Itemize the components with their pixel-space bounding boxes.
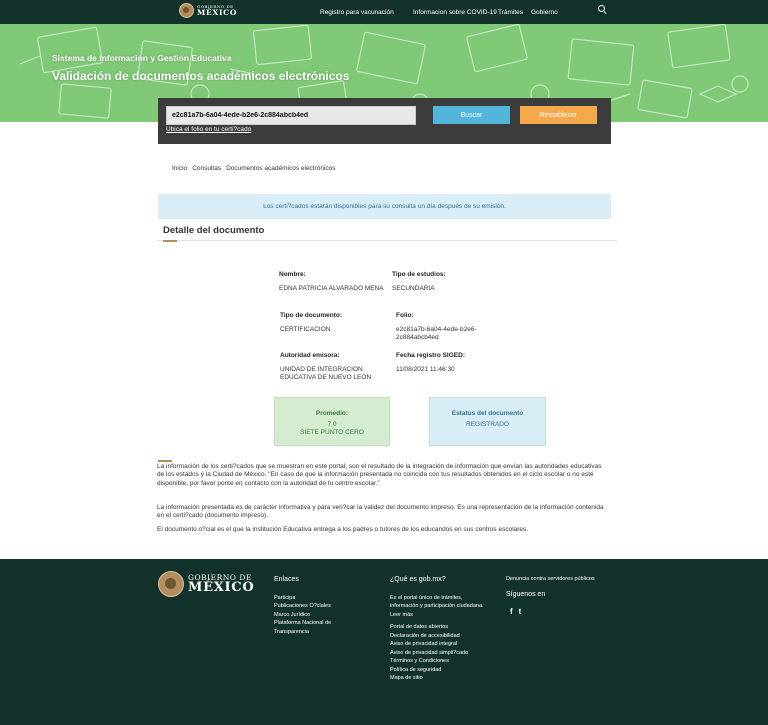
footer-logo-text-small: GOBIERNO DE bbox=[188, 572, 252, 582]
footer-link-datos-abiertos[interactable]: Portal de datos abiertos bbox=[390, 624, 449, 631]
autoridad-label: Autoridad emisora: bbox=[280, 352, 340, 359]
banner-title: Validación de documentos académicos electrónicos bbox=[52, 69, 350, 83]
footer-gobmx-title: ¿Qué es gob.mx? bbox=[390, 576, 446, 583]
breadcrumb bbox=[172, 165, 336, 172]
nombre-value: EDNA PATRICIA ALVARADO MENA bbox=[279, 285, 384, 292]
footer-gobierno-logo[interactable] bbox=[158, 571, 254, 597]
footer-link-transparencia[interactable]: Plataforma Nacional de Transparencia bbox=[274, 620, 332, 635]
info-accent-bar bbox=[158, 460, 172, 462]
estatus-box bbox=[429, 397, 546, 446]
section-accent-bar bbox=[163, 240, 177, 242]
info-paragraph-2: La información presentada es de carácter informativa y para veri?car la validez del documento impreso. Es una representación de la información contenida en el certi?cado (documento impreso). bbox=[157, 504, 604, 520]
gobierno-logo[interactable] bbox=[179, 3, 237, 18]
footer-link-denuncia[interactable]: Denuncia contra servidores públicos bbox=[506, 576, 595, 582]
logo-text-small: GOBIERNO DE bbox=[197, 3, 234, 9]
info-paragraph-3: El documento o?cial es el que la institución Educativa entrega a los padres o tutores de los educandos en sus centros escolares. bbox=[157, 526, 529, 533]
nombre-label: Nombre: bbox=[279, 271, 306, 278]
nav-link-covid[interactable]: Informacion sobre COVID-19 bbox=[413, 8, 497, 16]
folio-input[interactable] bbox=[166, 106, 416, 125]
info-paragraph-1: La información de los certi?cados que se muestran en este portal, son el resultado de la integración de información que envían las autoridades educativas de los estados y la Ciudad de México. "En caso de que la información presentada no coincida con tus resultados obtenidos en el ciclo escolar o no esté disponible, por favor ponte en contacto con la autoridad de tu centro escolar." bbox=[157, 463, 602, 487]
tipo-estudios-label: Tipo de estudios: bbox=[392, 271, 446, 278]
footer-national-seal-icon bbox=[158, 571, 184, 597]
promedio-text: SIETE PUNTO CERO bbox=[300, 429, 364, 437]
fecha-registro-label: Fecha registro SIGED: bbox=[396, 352, 465, 359]
logo-text-big: MÉXICO bbox=[197, 7, 238, 17]
folio-label: Folio: bbox=[396, 312, 414, 319]
footer-link-privacidad-integral[interactable]: Aviso de privacidad integral bbox=[390, 641, 458, 648]
footer-link-privacidad-simplificado[interactable]: Aviso de privacidad simpli?cado bbox=[390, 649, 469, 656]
nav-link-tramites[interactable]: Trámites bbox=[498, 8, 524, 16]
footer-link-publicaciones[interactable]: Publicaciones O?ciales bbox=[274, 603, 331, 610]
restablecer-button[interactable]: Restablecer bbox=[520, 106, 597, 124]
promedio-label: Promedio: bbox=[315, 410, 349, 417]
footer-logo-text-big: MÉXICO bbox=[188, 580, 255, 596]
footer-enlaces-title: Enlaces bbox=[274, 576, 299, 583]
footer-link-mapa[interactable]: Mapa de sitio bbox=[390, 675, 423, 682]
footer-social bbox=[506, 575, 616, 619]
footer-link-participa[interactable]: Participa bbox=[274, 594, 296, 601]
fecha-registro-value: 11/08/2021 11:46:30 bbox=[396, 366, 455, 373]
autoridad-value: UNIDAD DE INTEGRACION EDUCATIVA DE NUEVO LEÓN bbox=[280, 366, 372, 382]
twitter-icon[interactable]: t bbox=[518, 607, 522, 617]
tipo-documento-label: Tipo de documento: bbox=[280, 312, 342, 319]
banner-subtitle: Sistema de Información y Gestión Educativa bbox=[52, 53, 232, 63]
alert-text: Los certi?cados estarán disponibles para su consulta un día después de su emisión. bbox=[263, 203, 506, 210]
search-icon[interactable] bbox=[598, 5, 607, 14]
folio-value: e2c81a7b-6a04-4ede-b2e6-2c884abcb4ed bbox=[396, 326, 477, 342]
section-divider bbox=[158, 240, 617, 241]
footer-enlaces bbox=[274, 575, 359, 636]
footer-link-seguridad[interactable]: Política de seguridad bbox=[390, 666, 442, 673]
top-navbar bbox=[0, 0, 768, 24]
footer bbox=[0, 559, 768, 725]
promedio-box bbox=[274, 397, 390, 446]
ubica-folio-link[interactable]: Ubica el folio en tu certi?cado bbox=[166, 126, 252, 133]
breadcrumb-consultas[interactable]: Consultas bbox=[192, 165, 222, 172]
buscar-button[interactable]: Buscar bbox=[433, 106, 510, 124]
info-alert bbox=[158, 194, 611, 219]
footer-gobmx bbox=[390, 575, 490, 683]
nav-link-vacunacion[interactable]: Registro para vacunación bbox=[320, 8, 394, 16]
estatus-value: REGISTRADO bbox=[466, 421, 509, 428]
breadcrumb-documentos: Documentos académicos electrónicos bbox=[226, 165, 336, 172]
section-title: Detalle del documento bbox=[163, 225, 265, 236]
estatus-label: Estatus del documento bbox=[451, 410, 524, 417]
footer-link-marco-juridico[interactable]: Marco Jurídico bbox=[274, 611, 311, 618]
folio-search-panel bbox=[158, 98, 611, 144]
tipo-estudios-value: SECUNDARIA bbox=[392, 285, 435, 292]
footer-gobmx-desc: Es el portal único de trámites, información y participación ciudadana. Leer más bbox=[390, 594, 484, 618]
tipo-documento-value: CERTIFICACION bbox=[280, 326, 331, 333]
breadcrumb-inicio[interactable]: Inicio bbox=[172, 165, 188, 172]
facebook-icon[interactable]: f bbox=[510, 607, 513, 617]
footer-link-accesibilidad[interactable]: Declaración de accesibilidad bbox=[390, 632, 460, 639]
footer-link-terminos[interactable]: Términos y Condiciones bbox=[390, 658, 449, 665]
promedio-value: 7.0 bbox=[327, 421, 337, 428]
national-seal-icon bbox=[179, 3, 194, 18]
footer-siguenos: Síguenos en bbox=[506, 590, 546, 598]
nav-link-gobierno[interactable]: Gobierno bbox=[531, 8, 558, 16]
